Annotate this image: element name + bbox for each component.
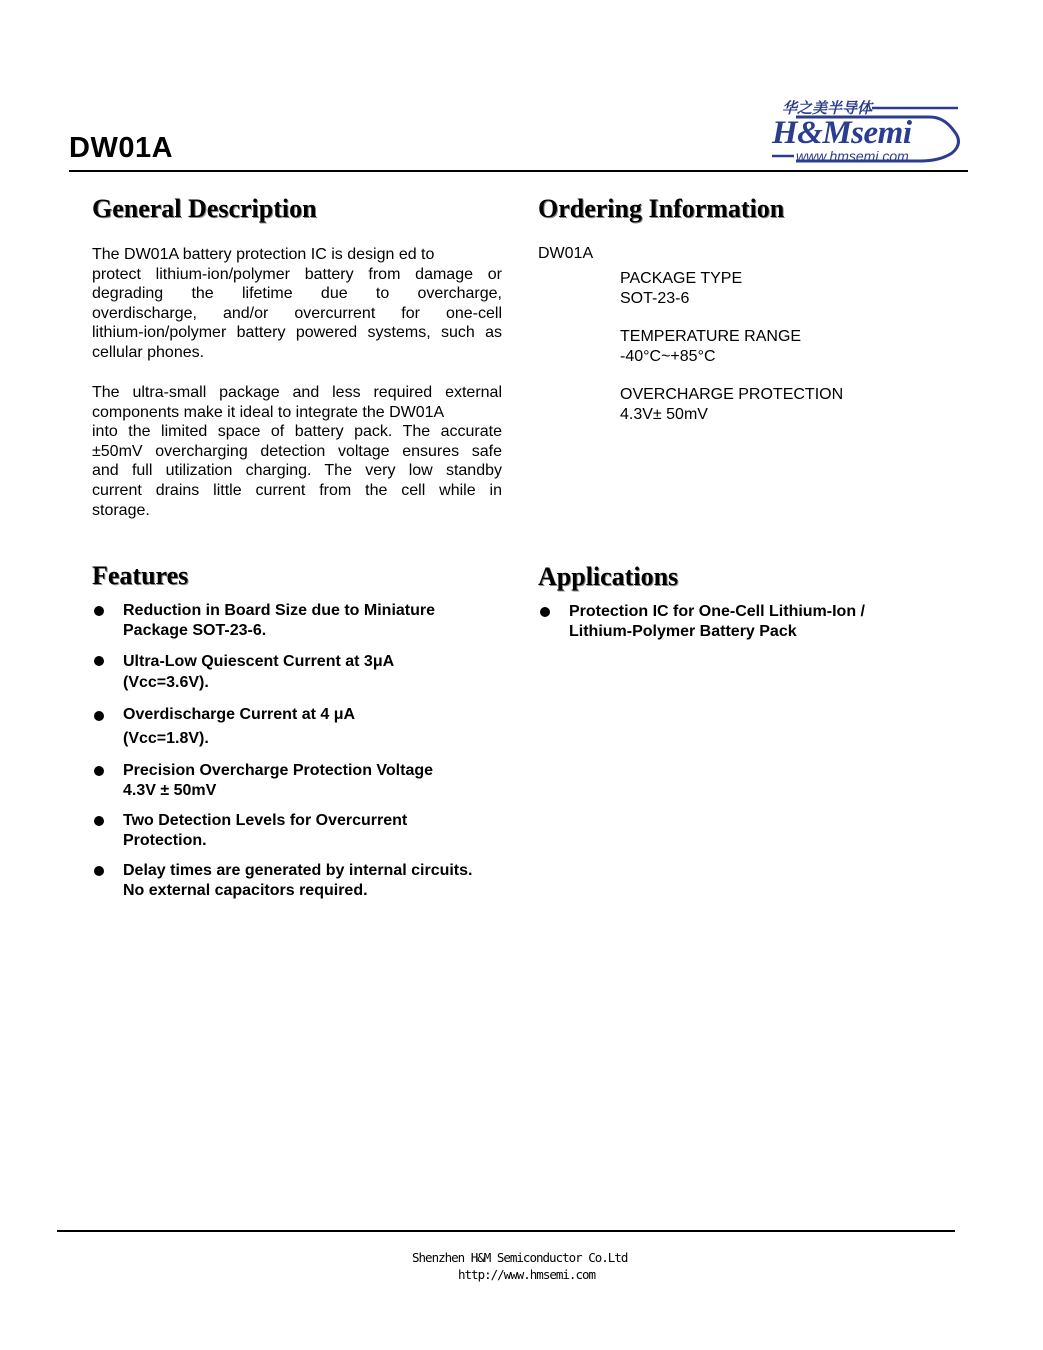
footer-company: Shenzhen H&M Semiconductor Co.Ltd [412,1250,628,1265]
feature-text: 4.3V ± 50mV [123,782,217,799]
desc-line: components make it ideal to integrate the DW01A [92,403,445,421]
desc-line: lithium-ion/polymer battery powered systems, such as [92,324,502,342]
desc-line: The DW01A battery protection IC is design ed to [92,246,435,263]
ordering-details [620,269,843,425]
footer-divider [57,1230,955,1232]
applications-list [539,602,939,652]
desc-line: into the limited space of battery pack. The accurate [92,423,502,441]
logo-chinese-name: 华之美半导体 [782,99,873,117]
company-logo [768,97,968,167]
general-description-heading: General Description [92,194,317,223]
feature-item [93,811,513,851]
applications-heading: Applications [538,562,679,591]
desc-line: current drains little current from the cell while in [92,481,502,499]
feature-text: No external capacitors required. [123,882,368,899]
general-description-paragraph-1 [92,245,502,363]
temperature-range-label: TEMPERATURE RANGE [620,328,802,346]
ordering-information-heading: Ordering Information [538,194,785,223]
feature-item [93,861,513,901]
package-type-label: PACKAGE TYPE [620,270,743,287]
feature-text: Package SOT-23-6. [123,622,267,639]
bullet-icon [94,866,104,876]
application-item [539,602,939,642]
desc-line: ±50mV overcharging detection voltage ensures safe [92,442,502,460]
bullet-icon [94,606,104,616]
feature-item [93,761,513,801]
desc-line: protect lithium-ion/polymer battery from damage or [92,265,502,283]
footer-website: http://www.hmsemi.com [458,1267,596,1282]
feature-text: Overdischarge Current at 4 μA [123,706,356,723]
bullet-icon [540,607,550,617]
desc-line: overdischarge, and/or overcurrent for one-cell [92,304,502,322]
desc-line: cellular phones. [92,343,205,361]
feature-text: Reduction in Board Size due to Miniature [123,602,436,619]
bullet-icon [94,711,104,721]
desc-line: storage. [92,501,150,519]
features-list [93,601,513,911]
page-title: DW01A [69,132,174,164]
feature-item [93,651,513,693]
logo-brand: H&Msemi [772,115,912,151]
desc-line: degrading the lifetime due to overcharge, [92,285,502,303]
desc-line: The ultra-small package and less required external [92,384,502,401]
feature-text: (Vcc=3.6V). [123,674,209,691]
application-text: Lithium-Polymer Battery Pack [569,623,797,640]
temperature-range-value: -40°C~+85°C [620,347,716,365]
feature-item [93,601,513,641]
feature-item [93,703,513,751]
bullet-icon [94,656,104,666]
general-description-paragraph-2 [92,383,502,520]
overcharge-protection-label: OVERCHARGE PROTECTION [620,386,844,404]
logo-url: www.hmsemi.com [796,148,909,164]
bullet-icon [94,766,104,776]
feature-text: Two Detection Levels for Overcurrent [123,812,408,829]
package-type-value: SOT-23-6 [620,289,690,307]
ordering-part-number: DW01A [538,245,594,262]
feature-text: Delay times are generated by internal circuits. [123,862,473,879]
feature-text: (Vcc=1.8V). [123,730,209,747]
desc-line: and full utilization charging. The very low standby [92,462,502,480]
overcharge-protection-value: 4.3V± 50mV [620,405,708,423]
application-text: Protection IC for One-Cell Lithium-Ion / [569,603,865,620]
features-heading: Features [92,561,189,590]
feature-text: Protection. [123,832,207,849]
logo-graphic [768,97,968,167]
feature-text: Precision Overcharge Protection Voltage [123,762,434,779]
header-divider [69,170,968,172]
feature-text: Ultra-Low Quiescent Current at 3μA [123,653,395,670]
bullet-icon [94,816,104,826]
